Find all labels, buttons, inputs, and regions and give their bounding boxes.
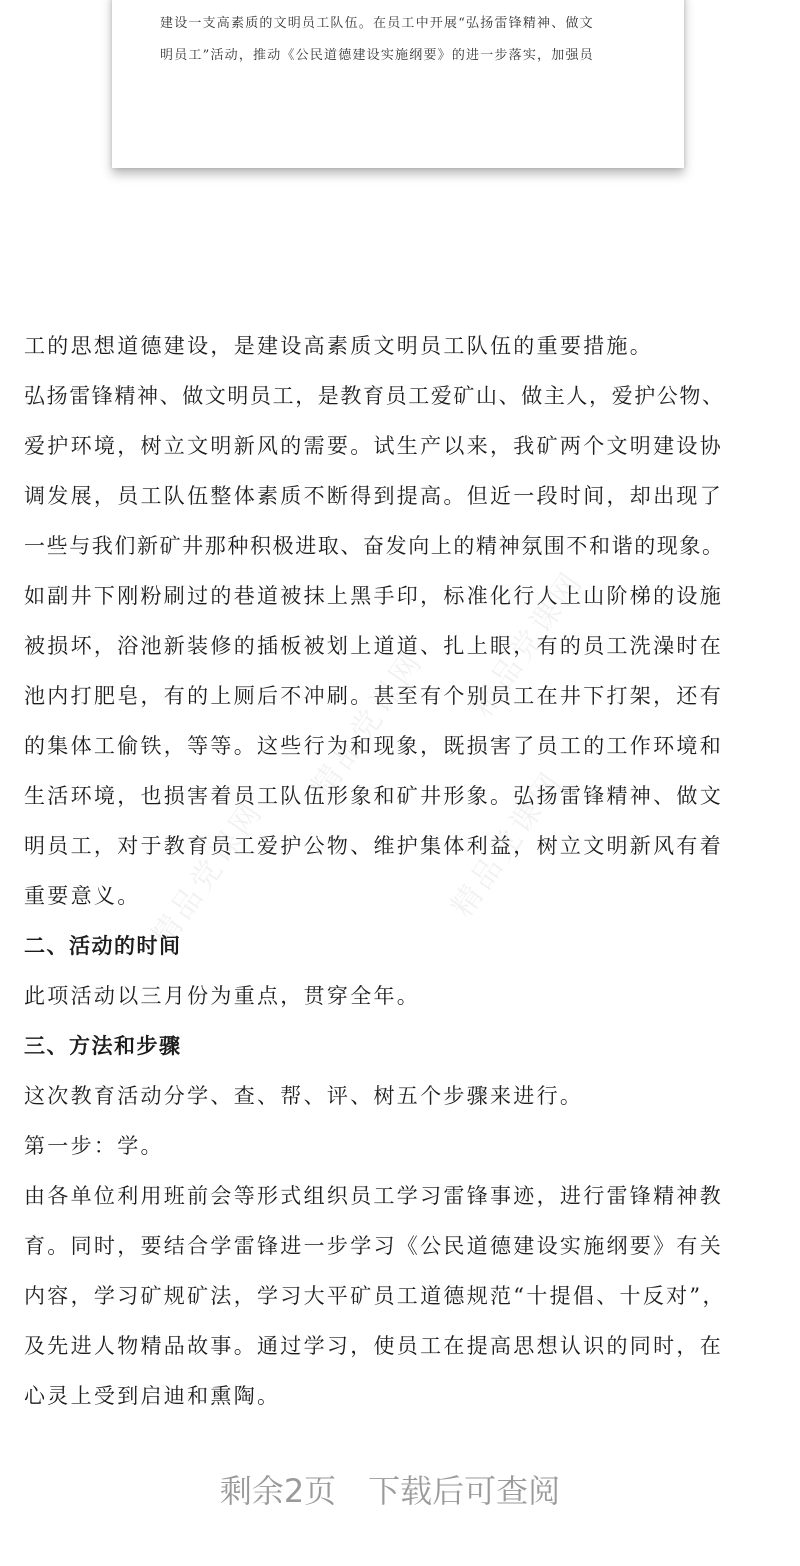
preview-line: 明员工”活动，推动《公民道德建设实施纲要》的进一步落实，加强员 (160, 48, 594, 63)
paragraph-line: 工的思想道德建设，是建设高素质文明员工队伍的重要措施。 (24, 334, 654, 358)
paragraph-line: 一些与我们新矿井那种积极进取、奋发向上的精神氛围不和谐的现象。 (24, 534, 725, 558)
watermark: 精品党课网 (144, 794, 271, 954)
paragraph-line: 的集体工偷铁，等等。这些行为和现象，既损害了员工的工作环境和 (24, 734, 723, 758)
paragraph-line: 重要意义。 (24, 884, 141, 908)
watermark: 精品党课网 (444, 764, 571, 924)
preview-line: 建设一支高素质的文明员工队伍。在员工中开展“弘扬雷锋精神、做文 (160, 16, 594, 31)
paragraph-line: 生活环境，也损害着员工队伍形象和矿井形象。弘扬雷锋精神、做文 (24, 784, 723, 808)
paragraph-line: 心灵上受到启迪和熏陶。 (24, 1384, 281, 1408)
paragraph-line: 由各单位利用班前会等形式组织员工学习雷锋事迹，进行雷锋精神教 (24, 1184, 723, 1208)
paragraph-line: 被损坏，浴池新装修的插板被划上道道、扎上眼，有的员工洗澡时在 (24, 634, 723, 658)
paragraph-line: 如副井下刚粉刷过的巷道被抹上黑手印，标准化行人上山阶梯的设施 (24, 584, 723, 608)
watermark: 精品党课网 (304, 644, 431, 804)
section-heading: 三、方法和步骤 (24, 1034, 182, 1058)
remaining-pages-notice[interactable]: 剩余2页 下载后可查阅 (219, 1472, 561, 1510)
paragraph-line: 调发展，员工队伍整体素质不断得到提高。但近一段时间，却出现了 (24, 484, 723, 508)
paragraph-line: 内容，学习矿规矿法，学习大平矿员工道德规范“十提倡、十反对”， (24, 1284, 726, 1308)
document-preview-card (112, 0, 684, 168)
paragraph-line: 池内打肥皂，有的上厕后不冲刷。甚至有个别员工在井下打架，还有 (24, 684, 723, 708)
step-title: 第一步：学。 (24, 1134, 164, 1158)
paragraph-line: 这次教育活动分学、查、帮、评、树五个步骤来进行。 (24, 1084, 584, 1108)
paragraph-line: 及先进人物精品故事。通过学习，使员工在提高思想认识的同时，在 (24, 1334, 723, 1358)
paragraph-line: 此项活动以三月份为重点，贯穿全年。 (24, 984, 421, 1008)
paragraph-line: 明员工，对于教育员工爱护公物、维护集体利益，树立文明新风有着 (24, 834, 723, 858)
paragraph-line: 弘扬雷锋精神、做文明员工，是教育员工爱矿山、做主人，爱护公物、 (24, 384, 725, 408)
paragraph-line: 育。同时，要结合学雷锋进一步学习《公民道德建设实施纲要》有关 (24, 1234, 723, 1258)
document-body (24, 328, 794, 1428)
section-heading: 二、活动的时间 (24, 934, 182, 958)
paragraph-line: 爱护环境，树立文明新风的需要。试生产以来，我矿两个文明建设协 (24, 434, 723, 458)
watermark: 精品党课网 (464, 564, 591, 724)
